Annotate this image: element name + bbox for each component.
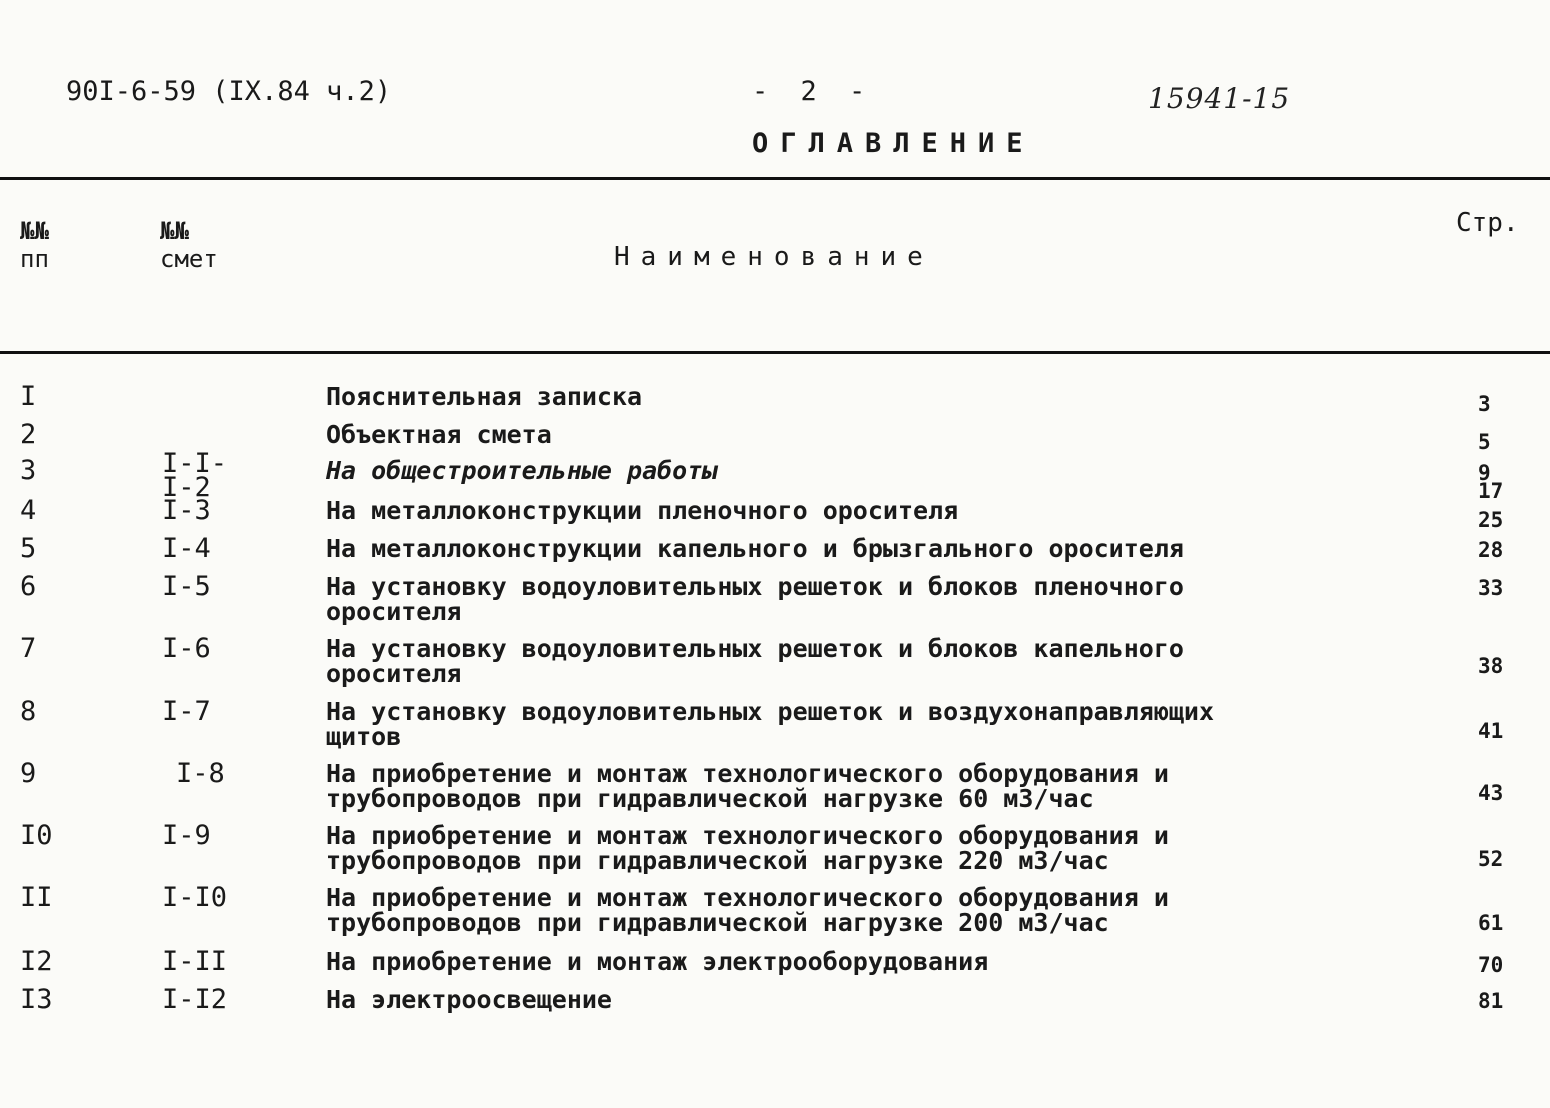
row-num: I2	[20, 946, 53, 977]
row-smet: I-8	[176, 758, 225, 789]
row-name: На металлоконструкции пленочного оросителя	[326, 496, 959, 525]
row-num: I	[20, 381, 37, 412]
row-page: 70	[1478, 953, 1504, 977]
handwritten-number: 15941-15	[1148, 82, 1291, 115]
row-name: На установку водоуловительных решеток и блоков капельного оросителя	[326, 634, 1184, 688]
row-smet: I-II	[162, 946, 228, 977]
row-num: 7	[20, 633, 37, 664]
row-name: На приобретение и монтаж технологического оборудования и трубопроводов при гидравлической нагрузке 220 м3/час	[326, 821, 1169, 875]
row-smet: I-I0	[162, 882, 228, 913]
table-top-rule	[0, 177, 1550, 180]
row-smet: I-7	[162, 696, 211, 727]
row-page: 28	[1478, 538, 1504, 562]
row-page: 81	[1478, 989, 1504, 1013]
row-name: На приобретение и монтаж технологического оборудования и трубопроводов при гидравлической нагрузке 60 м3/час	[326, 759, 1169, 813]
row-page: 25	[1478, 508, 1504, 532]
row-name: На приобретение и монтаж технологического оборудования и трубопроводов при гидравлической нагрузке 200 м3/час	[326, 883, 1169, 937]
row-num: 4	[20, 495, 37, 526]
row-num: II	[20, 882, 53, 913]
row-num: 5	[20, 533, 37, 564]
row-page: 5	[1478, 430, 1491, 454]
row-page: 3	[1478, 392, 1491, 416]
row-name: На установку водоуловительных решеток и воздухонаправляющих щитов	[326, 697, 1215, 751]
row-page: 41	[1478, 719, 1504, 743]
row-smet: I-5	[162, 571, 211, 602]
row-name: На электроосвещение	[326, 985, 612, 1014]
row-smet: I-3	[162, 495, 211, 526]
column-header-name: Наименование	[614, 242, 934, 272]
row-num: 6	[20, 571, 37, 602]
row-name: На общестроительные работы	[326, 456, 718, 485]
column-header-page: Стр.	[1456, 208, 1519, 238]
column-header-smet: №№	[160, 217, 189, 245]
column-header-num: №№	[20, 217, 49, 245]
row-num: 8	[20, 696, 37, 727]
row-num: I0	[20, 820, 53, 851]
page-title: ОГЛАВЛЕНИЕ	[752, 128, 1035, 159]
column-header-num-sub: пп	[20, 245, 49, 273]
row-name: На металлоконструкции капельного и брызгального оросителя	[326, 534, 1184, 563]
row-page: 38	[1478, 654, 1504, 678]
row-name: Объектная смета	[326, 420, 552, 449]
row-name: На установку водоуловительных решеток и блоков пленочного оросителя	[326, 572, 1184, 626]
row-name: На приобретение и монтаж электрооборудования	[326, 947, 989, 976]
row-smet: I-I- I-2	[162, 448, 228, 503]
document-code: 90I-6-59 (IX.84 ч.2)	[66, 76, 392, 107]
table-header-rule	[0, 351, 1550, 354]
row-page: 52	[1478, 847, 1504, 871]
row-smet: I-I2	[162, 984, 228, 1015]
row-num: 9	[20, 758, 37, 789]
row-page: 9 17	[1478, 461, 1504, 503]
row-page: 33	[1478, 576, 1504, 600]
row-num: I3	[20, 984, 53, 1015]
page-number: - 2 -	[752, 76, 874, 107]
row-page: 61	[1478, 911, 1504, 935]
row-smet: I-4	[162, 533, 211, 564]
row-smet: I-6	[162, 633, 211, 664]
row-page: 43	[1478, 781, 1504, 805]
column-header-smet-sub: смет	[160, 245, 218, 273]
row-name: Пояснительная записка	[326, 382, 643, 411]
row-num: 3	[20, 455, 37, 486]
row-num: 2	[20, 419, 37, 450]
row-smet: I-9	[162, 820, 211, 851]
